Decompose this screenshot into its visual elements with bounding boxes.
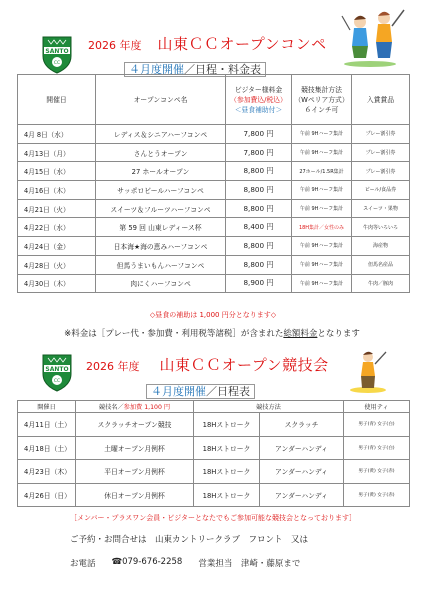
row-holes: 18Hストローク <box>194 436 260 460</box>
row-prize: 海産物 <box>352 237 410 256</box>
header-price-line3: ＜昼食補助付＞ <box>234 105 283 114</box>
footer-phone[interactable]: ☎079-676-2258 <box>111 557 183 567</box>
row-price: 8,800 円 <box>226 162 292 181</box>
row-method: 午前 9Hハーフ集計 <box>292 237 352 256</box>
open-compe-table <box>17 74 409 293</box>
row-name: 27 ホールオープン <box>96 162 226 181</box>
table-header-row <box>18 401 410 413</box>
header-method: 競技方法 <box>194 401 344 413</box>
header-method-line2: （Wペリア方式） <box>294 95 349 104</box>
row-date: 4月28日（火） <box>18 255 96 274</box>
row-price: 8,800 円 <box>226 237 292 256</box>
svg-text:CC: CC <box>53 61 61 66</box>
lunch-note: ◇昼食の補助は 1,000 円分となります◇ <box>149 311 277 319</box>
row-name: 日本海★海の恵みハーフコンペ <box>96 237 226 256</box>
header-date: 開催日 <box>18 75 96 125</box>
section2-title: 山東ＣＣオープン競技会 <box>159 356 329 374</box>
row-tee: 男子(黄) 女子(赤) <box>344 483 410 507</box>
member-note: ［メンバー・プラスワン会員・ビジターとなたでもご参加可能な競技会となっております］ <box>69 514 357 522</box>
footer-contact-line: ご予約・お問合せは 山東カントリークラブ フロント 又は <box>70 535 309 545</box>
section2-subtitle-rest: ／日程表 <box>206 385 250 398</box>
fee-note <box>10 327 414 339</box>
row-date: 4月30日（木） <box>18 274 96 293</box>
row-prize: プレー割引券 <box>352 125 410 144</box>
golfer-illustration <box>340 6 410 68</box>
row-prize: ビール/食品券 <box>352 181 410 200</box>
row-date: 4月21日（火） <box>18 199 96 218</box>
row-price: 8,800 円 <box>226 199 292 218</box>
section2-subtitle-month: ４月度開催 <box>151 385 206 398</box>
row-prize: プレー割引券 <box>352 162 410 181</box>
header-name-fee: 参加費 1,100 円 <box>123 404 171 411</box>
table-row <box>18 237 410 256</box>
table-row <box>18 181 410 200</box>
row-date: 4月22日（水） <box>18 218 96 237</box>
row-price: 7,800 円 <box>226 143 292 162</box>
header-tee: 使用ティ <box>344 401 410 413</box>
table-row <box>18 218 410 237</box>
header-date: 開催日 <box>18 401 76 413</box>
header-price-line1: ビジター様料金 <box>234 85 283 94</box>
row-method: 午前 9Hハーフ集計 <box>292 274 352 293</box>
header-name-prefix: 競技名／ <box>98 404 124 411</box>
table-row <box>18 460 410 484</box>
section1-subtitle-rest: ／日程・料金表 <box>184 63 261 76</box>
row-date: 4月23日（木） <box>18 460 76 484</box>
footer-staff: 営業担当 津崎・藤原まで <box>198 559 301 569</box>
svg-text:CC: CC <box>53 379 61 384</box>
row-method: 午前 9Hハーフ集計 <box>292 143 352 162</box>
table-row <box>18 255 410 274</box>
row-price: 7,800 円 <box>226 125 292 144</box>
fee-note-prefix: ※料金は［プレー代・参加費・利用税等諸税］が含まれた <box>64 329 284 339</box>
table-row <box>18 125 410 144</box>
golfer-illustration-2 <box>346 348 390 394</box>
row-prize: 牛肉／豚肉 <box>352 274 410 293</box>
row-tee: 男子(青) 女子(白) <box>344 413 410 437</box>
competition-table <box>17 400 409 507</box>
row-name: 肉にくハーフコンペ <box>96 274 226 293</box>
row-price: 8,900 円 <box>226 274 292 293</box>
row-prize: 牛肉等いろいろ <box>352 218 410 237</box>
row-date: 4月11日（土） <box>18 413 76 437</box>
row-method: 午前 9Hハーフ集計 <box>292 255 352 274</box>
row-type: アンダーハンディ <box>260 436 344 460</box>
table-row <box>18 483 410 507</box>
row-type: アンダーハンディ <box>260 483 344 507</box>
row-prize: スイーツ・果物 <box>352 199 410 218</box>
section2-title-row <box>86 354 329 375</box>
row-holes: 18Hストローク <box>194 483 260 507</box>
header-prize: 入賞賞品 <box>352 75 410 125</box>
row-date: 4月18日（土） <box>18 436 76 460</box>
club-logo <box>40 34 74 74</box>
header-price <box>226 75 292 125</box>
table-row <box>18 143 410 162</box>
row-date: 4月24日（金） <box>18 237 96 256</box>
section1-title: 山東ＣＣオープンコンペ <box>157 35 327 53</box>
row-method: 午前 9Hハーフ集計 <box>292 125 352 144</box>
table-row <box>18 436 410 460</box>
table-header-row <box>18 75 410 125</box>
fee-note-underlined: 総額料金 <box>283 329 318 339</box>
row-name: 但馬うまいもんハーフコンペ <box>96 255 226 274</box>
row-tee: 男子(青) 女子(白) <box>344 436 410 460</box>
row-name: 土曜オープン月例杯 <box>76 436 194 460</box>
table-row <box>18 413 410 437</box>
svg-text:SANTO: SANTO <box>45 366 69 373</box>
row-date: 4月15日（水） <box>18 162 96 181</box>
header-name <box>76 401 194 413</box>
club-logo-2 <box>40 352 74 392</box>
row-name: スクラッチオープン競技 <box>76 413 194 437</box>
row-holes: 18Hストローク <box>194 460 260 484</box>
row-date: 4月 8日（水） <box>18 125 96 144</box>
table-row <box>18 162 410 181</box>
row-name: レディス＆シニアハーフコンペ <box>96 125 226 144</box>
row-method: 18H集計／女性のみ <box>292 218 352 237</box>
row-name: 休日オープン月例杯 <box>76 483 194 507</box>
row-method: 午前 9Hハーフ集計 <box>292 199 352 218</box>
row-date: 4月13日（月） <box>18 143 96 162</box>
row-price: 8,400 円 <box>226 218 292 237</box>
row-price: 8,800 円 <box>226 181 292 200</box>
row-name: サッポロビールハーフコンペ <box>96 181 226 200</box>
table-row <box>18 199 410 218</box>
row-prize: 但馬名産品 <box>352 255 410 274</box>
svg-text:SANTO: SANTO <box>45 48 69 55</box>
table-row <box>18 274 410 293</box>
row-name: 第 59 回 山東レディース杯 <box>96 218 226 237</box>
fee-note-suffix: となります <box>317 329 360 339</box>
row-type: アンダーハンディ <box>260 460 344 484</box>
row-type: スクラッチ <box>260 413 344 437</box>
row-name: さんとうオープン <box>96 143 226 162</box>
row-tee: 男子(黄) 女子(赤) <box>344 460 410 484</box>
row-method: 27ホール/1.5R集計 <box>292 162 352 181</box>
row-holes: 18Hストローク <box>194 413 260 437</box>
section1-subtitle-month: ４月度開催 <box>129 63 184 76</box>
row-prize: プレー割引券 <box>352 143 410 162</box>
row-method: 午前 9Hハーフ集計 <box>292 181 352 200</box>
section1-year: 2026 年度 <box>88 39 142 52</box>
header-price-line2: （参加費込/税込） <box>230 95 287 104</box>
section1-title-row <box>88 33 327 54</box>
row-date: 4月16日（木） <box>18 181 96 200</box>
section2-year: 2026 年度 <box>86 360 140 373</box>
header-name: オープンコンペ名 <box>96 75 226 125</box>
footer-phone-label: お電話 <box>70 559 96 569</box>
row-price: 8,800 円 <box>226 255 292 274</box>
header-method <box>292 75 352 125</box>
footer-phone-line <box>70 557 300 569</box>
section2-subtitle <box>146 380 255 399</box>
header-method-line1: 競技集計方法 <box>301 85 342 94</box>
header-method-line3: ６インチ可 <box>304 105 339 114</box>
row-name: 平日オープン月例杯 <box>76 460 194 484</box>
row-date: 4月26日（日） <box>18 483 76 507</box>
row-name: スイーツ＆フルーツハーフコンペ <box>96 199 226 218</box>
